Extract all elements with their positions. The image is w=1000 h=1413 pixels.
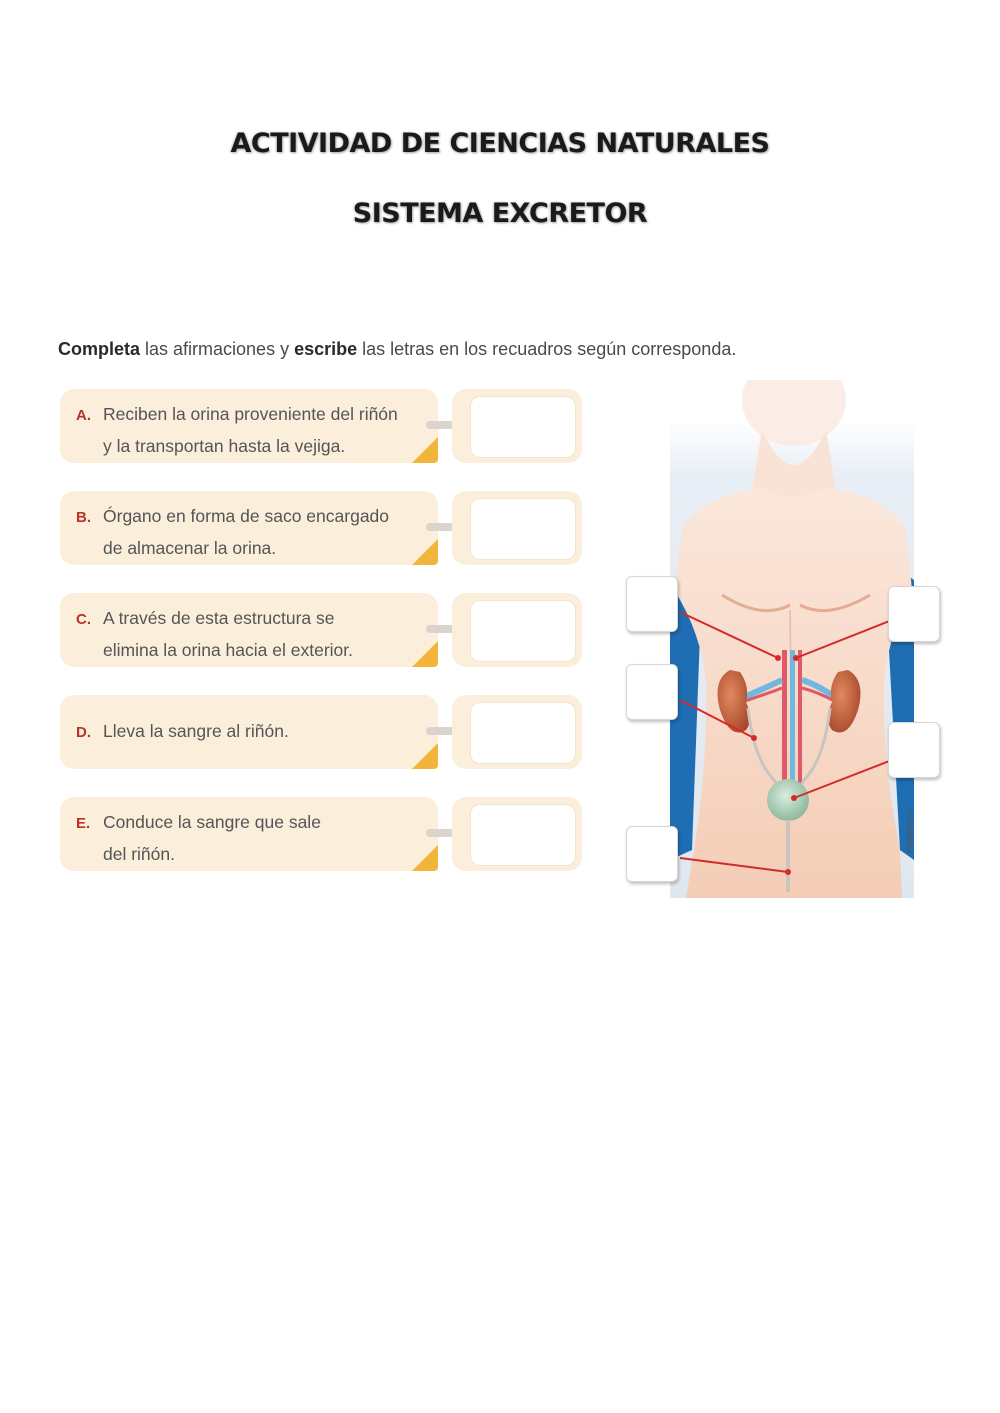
statement-text-line: Reciben la orina proveniente del riñón (103, 404, 398, 424)
image-credit: © Santillana (905, 810, 914, 854)
answer-frame (452, 695, 582, 769)
instruction-part: las letras en los recuadros según corresponda. (357, 339, 737, 359)
page-fold-icon (412, 539, 438, 565)
instruction-text (58, 339, 736, 360)
answer-box-b[interactable] (470, 498, 576, 560)
instruction-bold-complete: Completa (58, 339, 141, 359)
statement-text-line: Órgano en forma de saco encargado (103, 506, 390, 526)
answer-frame (452, 593, 582, 667)
instruction-part: las afirmaciones y (140, 339, 295, 359)
statement-text-line: Conduce la sangre que sale (103, 812, 321, 832)
statement-letter: E. (76, 815, 91, 832)
statement-row-b (60, 491, 582, 565)
figure-label-box-4[interactable] (888, 722, 940, 778)
statement-panel (60, 491, 438, 565)
statement-panel (60, 389, 438, 463)
statement-text-line: A través de esta estructura se (103, 608, 335, 628)
worksheet-title: ACTIVIDAD DE CIENCIAS NATURALES (230, 128, 770, 159)
statement-text-line: y la transportan hasta la vejiga. (103, 436, 346, 456)
statement-letter: D. (76, 724, 91, 741)
page-fold-icon (412, 641, 438, 667)
figure-label-box-3[interactable] (626, 664, 678, 720)
worksheet-subtitle: SISTEMA EXCRETOR (352, 198, 648, 229)
statement-panel (60, 593, 438, 667)
statement-letter: B. (76, 509, 91, 526)
urethra-shape (786, 820, 790, 892)
statement-row-d (60, 695, 582, 769)
answer-box-a[interactable] (470, 396, 576, 458)
page-fold-icon (412, 845, 438, 871)
artery-shape (782, 650, 787, 790)
statement-letter: C. (76, 611, 91, 628)
answer-frame (452, 797, 582, 871)
answer-frame (452, 491, 582, 565)
statement-text-line: del riñón. (103, 844, 175, 864)
statement-letter: A. (76, 407, 91, 424)
vein-shape (790, 650, 795, 790)
answer-box-c[interactable] (470, 600, 576, 662)
instruction-bold-write: escribe (294, 339, 358, 359)
statement-row-c (60, 593, 582, 667)
figure-label-box-5[interactable] (626, 826, 678, 882)
statement-text-line: de almacenar la orina. (103, 538, 277, 558)
figure-label-box-1[interactable] (626, 576, 678, 632)
statement-text-line: elimina la orina hacia el exterior. (103, 640, 353, 660)
statement-row-a (60, 389, 582, 463)
figure-label-box-2[interactable] (888, 586, 940, 642)
statement-text-line: Lleva la sangre al riñón. (103, 721, 289, 741)
excretory-system-figure (622, 380, 948, 900)
statement-panel (60, 695, 438, 769)
page-fold-icon (412, 437, 438, 463)
answer-box-e[interactable] (470, 804, 576, 866)
statement-panel (60, 797, 438, 871)
statement-row-e (60, 797, 582, 871)
answer-frame (452, 389, 582, 463)
answer-box-d[interactable] (470, 702, 576, 764)
page-fold-icon (412, 743, 438, 769)
bladder-shape (767, 779, 809, 821)
